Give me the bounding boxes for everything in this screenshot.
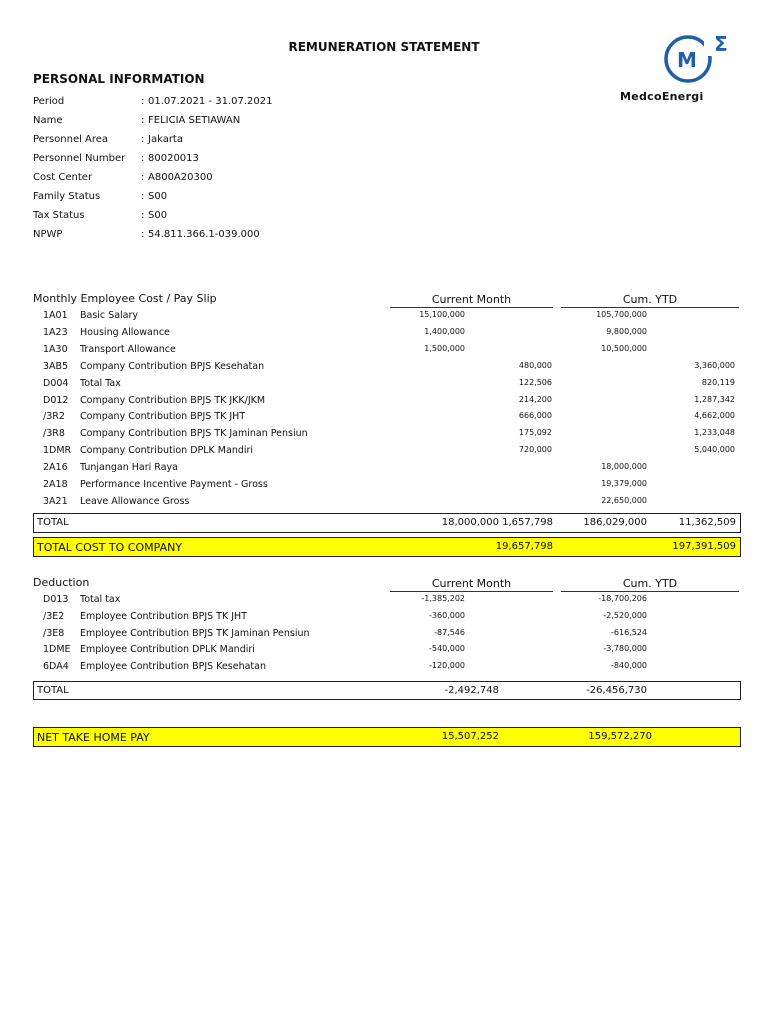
- total-cost-to-company-row: [33, 537, 741, 557]
- table-row: [33, 611, 739, 628]
- row-current: -1,385,202: [421, 594, 465, 603]
- row-desc: Employee Contribution DPLK Mandiri: [80, 644, 255, 656]
- row-ytd: -2,520,000: [603, 610, 647, 620]
- row-cm2: 175,092: [518, 428, 552, 438]
- row-ytd1: 10,500,000: [601, 343, 647, 353]
- total-cm2: 1,657,798: [502, 517, 553, 528]
- row-cm2: 480,000: [518, 360, 552, 370]
- table-row: [33, 327, 739, 344]
- row-ytd2: 1,233,048: [694, 428, 735, 438]
- row-cm2: 214,200: [518, 394, 552, 404]
- row-desc: Company Contribution BPJS TK Jaminan Pensiun: [80, 428, 308, 440]
- col-current-month: Current Month: [390, 293, 553, 308]
- table-row: [33, 628, 739, 645]
- row-cm2: 666,000: [518, 411, 552, 421]
- row-desc: Total tax: [80, 594, 121, 605]
- table-row: [33, 361, 739, 378]
- ctc-current: 19,657,798: [495, 541, 553, 552]
- row-ytd2: 5,040,000: [694, 445, 735, 455]
- row-desc: Company Contribution BPJS Kesehatan: [80, 360, 265, 372]
- info-colon: :: [141, 153, 145, 164]
- table-row: [33, 395, 739, 412]
- row-code: /3R8: [43, 428, 65, 440]
- total-cm1: 18,000,000: [441, 517, 499, 528]
- total-label: TOTAL: [37, 517, 69, 528]
- info-row: [33, 115, 433, 131]
- info-label: Personnel Number: [33, 153, 126, 164]
- row-ytd2: 820,119: [701, 377, 735, 387]
- earnings-total-row: [33, 513, 741, 533]
- table-row: [33, 644, 739, 661]
- info-colon: :: [141, 115, 145, 126]
- row-desc: Housing Allowance: [80, 326, 170, 338]
- deduction-title: Deduction: [33, 576, 90, 589]
- row-code: D004: [43, 377, 69, 389]
- info-value: Jakarta: [148, 134, 183, 145]
- col-cum-ytd: Cum. YTD: [561, 293, 739, 308]
- info-colon: :: [141, 96, 145, 107]
- row-desc: Company Contribution BPJS TK JKK/JKM: [80, 394, 266, 406]
- net-take-home-pay-row: [33, 727, 741, 747]
- row-ytd: -3,780,000: [603, 644, 647, 654]
- info-row: [33, 172, 433, 188]
- row-desc: Employee Contribution BPJS Kesehatan: [80, 661, 266, 673]
- table-row: [33, 344, 739, 361]
- row-code: 1DME: [43, 644, 71, 656]
- row-ytd2: 4,662,000: [694, 411, 735, 421]
- row-code: 3A21: [43, 495, 68, 507]
- table-row: [33, 428, 739, 445]
- row-code: 2A16: [43, 462, 68, 474]
- info-colon: :: [141, 134, 145, 145]
- row-ytd1: 22,650,000: [601, 495, 647, 505]
- ded-total-current: -2,492,748: [444, 685, 499, 696]
- table-row: [33, 310, 739, 327]
- info-value: 54.811.366.1-039.000: [148, 229, 260, 240]
- row-ytd: -616,524: [611, 627, 647, 637]
- row-desc: Company Contribution DPLK Mandiri: [80, 445, 254, 457]
- info-row: [33, 134, 433, 150]
- info-colon: :: [141, 172, 145, 183]
- table-row: [33, 479, 739, 496]
- ded-col-cum-ytd: Cum. YTD: [561, 577, 739, 592]
- logo-text: MedcoEnergi: [620, 90, 704, 103]
- row-cm2: 720,000: [518, 445, 552, 455]
- row-current: -120,000: [429, 661, 465, 671]
- row-ytd2: 1,287,342: [694, 394, 735, 404]
- table-row: [33, 378, 739, 395]
- info-colon: :: [141, 191, 145, 202]
- info-label: Cost Center: [33, 172, 93, 183]
- row-cm1: 15,100,000: [419, 310, 465, 319]
- info-label: Tax Status: [33, 210, 85, 221]
- row-cm1: 1,400,000: [424, 326, 465, 336]
- row-code: 6DA4: [43, 661, 69, 673]
- info-value: S00: [148, 210, 168, 221]
- row-desc: Company Contribution BPJS TK JHT: [80, 411, 246, 423]
- row-desc: Tunjangan Hari Raya: [80, 462, 178, 474]
- info-row: [33, 153, 433, 169]
- row-desc: Employee Contribution BPJS TK Jaminan Pensiun: [80, 627, 310, 639]
- info-row: [33, 96, 433, 112]
- row-code: 2A18: [43, 479, 68, 490]
- row-code: /3E8: [43, 627, 65, 639]
- ded-total-ytd: -26,456,730: [586, 685, 647, 696]
- row-code: D013: [43, 594, 69, 605]
- row-ytd1: 105,700,000: [596, 310, 647, 319]
- row-ytd: -840,000: [611, 661, 647, 671]
- info-label: Name: [33, 115, 63, 126]
- table-row: [33, 496, 739, 513]
- row-code: 3AB5: [43, 360, 69, 372]
- row-ytd2: 3,360,000: [694, 360, 735, 370]
- info-label: Personnel Area: [33, 134, 109, 145]
- table-row: [33, 445, 739, 462]
- row-desc: Transport Allowance: [80, 343, 176, 355]
- net-label: NET TAKE HOME PAY: [37, 731, 150, 744]
- svg-text:Σ: Σ: [714, 32, 728, 56]
- row-desc: Leave Allowance Gross: [80, 495, 190, 507]
- total-ytd1: 186,029,000: [583, 517, 647, 528]
- info-label: NPWP: [33, 229, 63, 240]
- row-desc: Basic Salary: [80, 310, 139, 321]
- info-value: S00: [148, 191, 168, 202]
- row-desc: Total Tax: [80, 377, 121, 389]
- row-ytd1: 9,800,000: [606, 326, 647, 336]
- ctc-ytd: 197,391,509: [672, 541, 736, 552]
- page-title: REMUNERATION STATEMENT: [288, 40, 480, 54]
- row-code: 1DMR: [43, 445, 72, 457]
- ctc-label: TOTAL COST TO COMPANY: [37, 541, 183, 554]
- row-current: -540,000: [429, 644, 465, 654]
- row-cm2: 122,506: [518, 377, 552, 387]
- pay-slip-title: Monthly Employee Cost / Pay Slip: [33, 292, 217, 305]
- row-cm1: 1,500,000: [424, 343, 465, 353]
- info-value: 80020013: [148, 153, 199, 164]
- ded-total-label: TOTAL: [37, 685, 69, 696]
- info-row: [33, 210, 433, 226]
- row-code: /3E2: [43, 610, 65, 622]
- total-ytd2: 11,362,509: [678, 517, 736, 528]
- row-current: -87,546: [434, 627, 465, 637]
- net-ytd: 159,572,270: [588, 731, 652, 742]
- info-label: Family Status: [33, 191, 101, 202]
- row-ytd: -18,700,206: [598, 594, 647, 603]
- row-code: 1A23: [43, 326, 68, 338]
- personal-info-heading: PERSONAL INFORMATION: [33, 72, 205, 86]
- row-current: -360,000: [429, 610, 465, 620]
- row-code: /3R2: [43, 411, 65, 423]
- row-code: D012: [43, 394, 69, 406]
- row-ytd1: 19,379,000: [601, 479, 647, 488]
- row-desc: Performance Incentive Payment - Gross: [80, 479, 268, 490]
- info-colon: :: [141, 229, 145, 240]
- deduction-total-row: [33, 681, 741, 700]
- medco-sigma-logo-icon: [618, 32, 736, 92]
- info-row: [33, 191, 433, 207]
- table-row: [33, 594, 739, 611]
- info-value: A800A20300: [148, 172, 213, 183]
- table-row: [33, 661, 739, 678]
- row-code: 1A30: [43, 343, 68, 355]
- row-desc: Employee Contribution BPJS TK JHT: [80, 610, 247, 622]
- info-label: Period: [33, 96, 65, 107]
- net-current: 15,507,252: [441, 731, 499, 742]
- info-colon: :: [141, 210, 145, 221]
- ded-col-current-month: Current Month: [390, 577, 553, 592]
- row-ytd1: 18,000,000: [601, 462, 647, 472]
- row-code: 1A01: [43, 310, 68, 321]
- info-row: [33, 229, 433, 245]
- table-row: [33, 462, 739, 479]
- info-value: FELICIA SETIAWAN: [148, 115, 241, 126]
- svg-text:M: M: [677, 48, 697, 72]
- info-value: 01.07.2021 - 31.07.2021: [148, 96, 273, 107]
- table-row: [33, 411, 739, 428]
